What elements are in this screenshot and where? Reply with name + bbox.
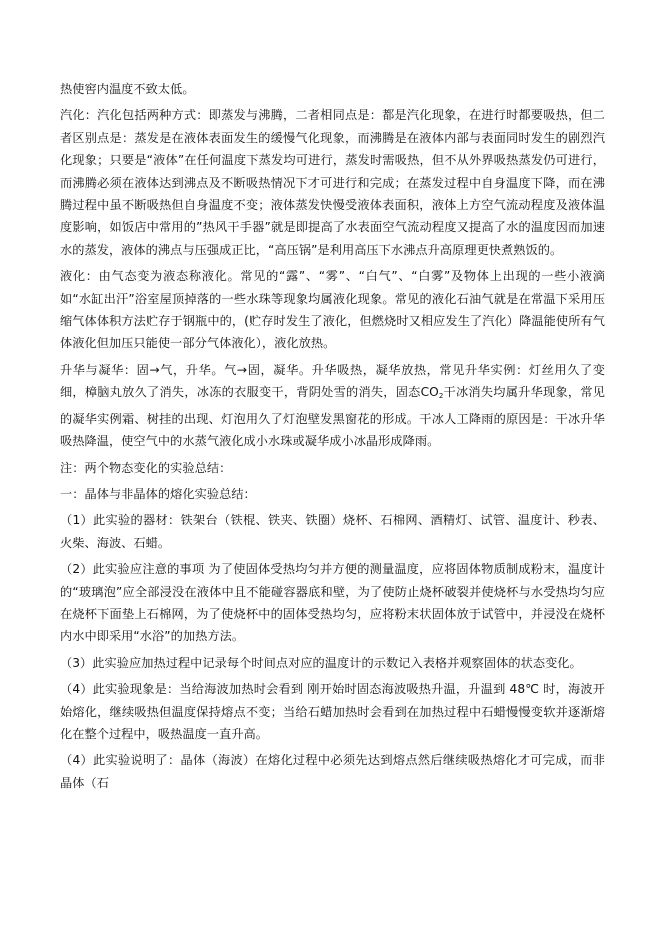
sublimation-text-part2: 干冰消失均属升华现象，常见的凝华实例霜、树挂的出现、灯泡用久了灯泡壁发黑窗花的形成。干冰人工降雨的原因是：干冰升华吸热降温，使空气中的水蒸气液化成小水珠或凝华成小冰晶形成降雨。: [60, 385, 605, 449]
paragraph-sublimation: [60, 359, 605, 453]
paragraph-item-4a: （4）此实验现象是：当给海波加热时会看到 刚开始时固态海波吸热升温，升温到 48℃ 时，海波开始熔化，继续吸热但温度保持熔点不变；当给石蜡加热时会看到在加热过程中石蜡慢慢变软并逐渐熔化在整个过程中，吸热温度一直升高。: [60, 682, 605, 741]
sublimation-text-part1: 升华与凝华：固→气，升华。气→固，凝华。升华吸热，凝华放热，常见升华实例：灯丝用久了变细，樟脑丸放久了消失，冰冻的衣服变干，背阴处雪的消失，固态CO: [60, 362, 605, 400]
paragraph-item-3: （3）此实验应加热过程中记录每个时间点对应的温度计的示数记入表格并观察固体的状态变化。: [60, 655, 582, 670]
paragraph-vaporization: 汽化：汽化包括两种方式：即蒸发与沸腾，二者相同点是：都是汽化现象，在进行时都要吸热，但二者区别点是：蒸发是在液体表面发生的缓慢气化现象，而沸腾是在液体内部与表面同时发生的剧烈汽化现象；只要是“液体”在任何温度下蒸发均可进行，蒸发时需吸热，但不从外界吸热蒸发仍可进行，而沸腾必须在液体达到沸点及不断吸热情况下才可进行和完成；在蒸发过程中自身温度下降，而在沸腾过程中虽不断吸热但自身温度不变；液体蒸发快慢受液体表面积，液体上方空气流动程度及液体温度影响，如饭店中常用的”热风干手器”就是即提高了水表面空气流动程度又提高了水的温度因而加速水的蒸发，液体的沸点与压强成正比，“高压锅”是利用高压下水沸点升高原理更快煮熟饭的。: [60, 108, 605, 257]
co2-subscript: 2: [438, 392, 444, 401]
paragraph-item-4b: （4）此实验说明了：晶体（海波）在熔化过程中必须先达到熔点然后继续吸热熔化才可完成，而非晶体（石: [60, 753, 605, 790]
document-page: [60, 78, 605, 798]
paragraph-item-1: （1）此实验的器材：铁架台（铁棍、铁夹、铁圈）烧杯、石棉网、酒精灯、试管、温度计、秒表、火柴、海波、石蜡。: [60, 513, 605, 550]
paragraph-item-2: （2）此实验应注意的事项 为了使固体受热均匀并方便的测量温度，应将固体物质制成粉末，温度计的“玻璃泡”应全部浸没在液体中且不能碰容器底和壁，为了使防止烧杯破裂并使烧杯与水受热均匀应在烧杯下面垫上石棉网，为了使烧杯中的固体受热均匀，应将粉末状固体放于试管中，并浸没在烧杯内水中即采用“水浴”的加热方法。: [60, 562, 605, 644]
paragraph-intro: 热使窖内温度不致太低。: [60, 82, 195, 96]
paragraph-section-one: 一：晶体与非晶体的熔化实验总结：: [60, 486, 256, 501]
paragraph-note: 注：两个物态变化的实验总结：: [60, 460, 232, 475]
paragraph-liquefaction: 液化：由气态变为液态称液化。常见的“露”、“雾”、“白气”、“白雾”及物体上出现的一些小液滴如“水缸出汗”浴室屋顶掉落的一些水珠等现象均属液化现象。常见的液化石油气就是在常温下采用压缩气体体积方法贮存于钢瓶中的，(贮存时发生了液化，但燃烧时又相应发生了汽化）降温能使所有气体液化但加压只能使一部分气体液化），液化放热。: [60, 269, 605, 351]
